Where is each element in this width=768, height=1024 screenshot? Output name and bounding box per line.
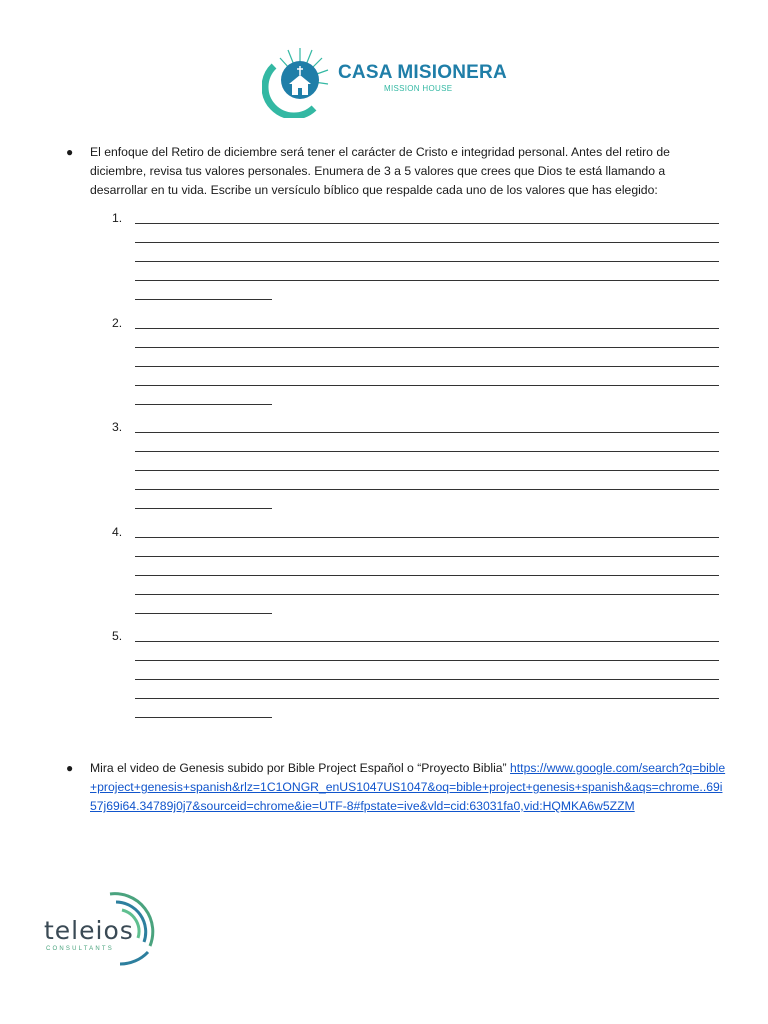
answer-line[interactable] xyxy=(135,451,719,452)
answer-number: 4. xyxy=(112,524,123,539)
answer-line[interactable] xyxy=(135,299,272,300)
answer-line[interactable] xyxy=(135,347,719,348)
answer-item[interactable] xyxy=(112,419,722,524)
answer-line[interactable] xyxy=(135,698,719,699)
answer-line[interactable] xyxy=(135,328,719,329)
answer-line[interactable] xyxy=(135,432,719,433)
teleios-logo xyxy=(40,886,170,966)
answer-line[interactable] xyxy=(135,470,719,471)
question-2-text xyxy=(90,759,726,816)
answer-line[interactable] xyxy=(135,641,719,642)
teleios-brand-subtitle: CONSULTANTS xyxy=(46,946,114,952)
answer-line[interactable] xyxy=(135,489,719,490)
answer-line[interactable] xyxy=(135,594,719,595)
casa-misionera-logo-icon xyxy=(262,44,332,118)
answer-line[interactable] xyxy=(135,280,719,281)
brand-subtitle: MISSION HOUSE xyxy=(384,84,453,93)
answer-item[interactable] xyxy=(112,210,722,315)
answer-line[interactable] xyxy=(135,679,719,680)
answer-list xyxy=(112,210,722,733)
question-2-label: Mira el video de Genesis subido por Bible Project Español o “Proyecto Biblia” xyxy=(90,761,511,775)
answer-line[interactable] xyxy=(135,404,272,405)
question-2 xyxy=(66,759,726,816)
answer-line[interactable] xyxy=(135,556,719,557)
brand-name: CASA MISIONERA xyxy=(338,62,507,83)
answer-line[interactable] xyxy=(135,223,719,224)
answer-line[interactable] xyxy=(135,660,719,661)
bullet-icon: ● xyxy=(66,145,74,159)
answer-number: 1. xyxy=(112,211,123,225)
genesis-video-link[interactable]: https://www.google.com/search?q=bible+project+genesis+spanish&rlz=1C1ONGR_enUS1047US1047&oq=bible+project+genesis+spanish&aqs=chrome..69i57j69i64.34789j0j7&sourceid=chrome&ie=UTF-8#fpstate=ive&vld=cid:63031fa0,vid:HQMKA6w5ZZM xyxy=(90,761,726,813)
question-1 xyxy=(66,143,726,200)
question-1-text: El enfoque del Retiro de diciembre será tener el carácter de Cristo e integridad personal. Antes del retiro de diciembre, revisa tus valores personales. Enumera de 3 a 5 valores que crees que Dios te está llamando a desarrollar en tu vida. Escribe un versículo bíblico que respalde cada uno de los valores que has elegido: xyxy=(90,145,670,197)
casa-misionera-logo xyxy=(262,44,512,118)
answer-number: 2. xyxy=(112,315,123,330)
answer-line[interactable] xyxy=(135,385,719,386)
answer-number: 5. xyxy=(112,629,123,643)
answer-line[interactable] xyxy=(135,575,719,576)
answer-line[interactable] xyxy=(135,613,272,614)
answer-line[interactable] xyxy=(135,261,719,262)
answer-item[interactable] xyxy=(112,628,722,733)
answer-line[interactable] xyxy=(135,242,719,243)
answer-line[interactable] xyxy=(135,717,272,718)
answer-item[interactable] xyxy=(112,524,722,629)
answer-line[interactable] xyxy=(135,537,719,538)
answer-number: 3. xyxy=(112,420,123,434)
answer-item[interactable] xyxy=(112,315,722,420)
answer-line[interactable] xyxy=(135,366,719,367)
bullet-icon: ● xyxy=(66,761,74,775)
teleios-brand-name: teleios xyxy=(44,916,134,945)
answer-line[interactable] xyxy=(135,508,272,509)
